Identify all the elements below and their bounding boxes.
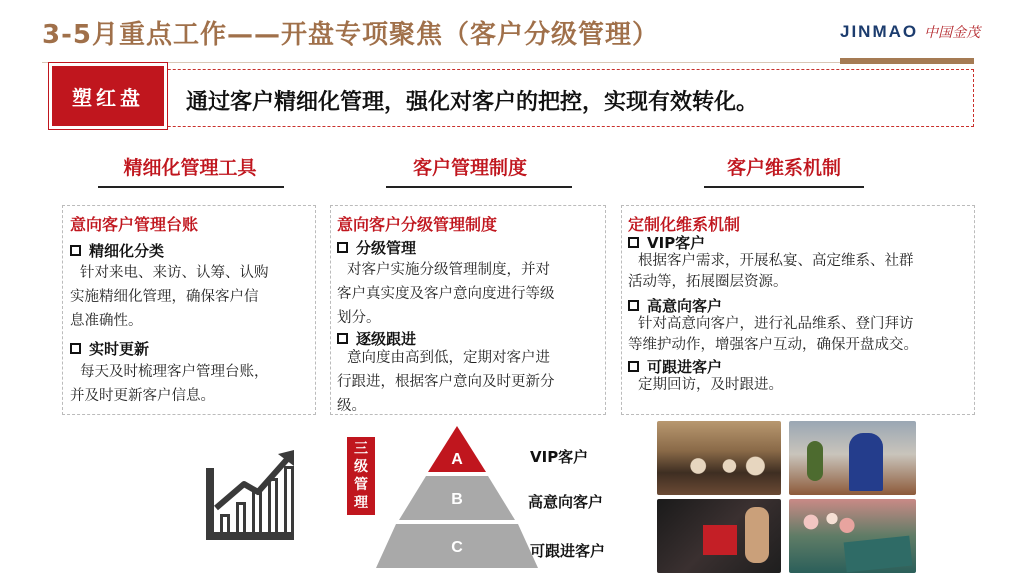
item-label: 可跟进客户 [647, 358, 723, 376]
desc-line: 等维护动作，增强客户互动，确保开盘成交。 [628, 337, 918, 353]
logo-text-cn: 中国金茂 [924, 25, 981, 41]
item-description [628, 251, 914, 293]
desc-line: 息准确性。 [70, 313, 143, 329]
pyramid-letter-c: C [451, 539, 463, 556]
item-heading [628, 295, 722, 316]
item-description [628, 314, 918, 356]
item-label: VIP客户 [647, 234, 706, 252]
item-description [70, 360, 269, 408]
logo [840, 22, 980, 42]
column-heading-tools: 精细化管理工具 [123, 157, 257, 179]
desc-line: 实施精细化管理，确保客户信 [70, 289, 259, 305]
desc-line: 行跟进，根据客户意向及时更新分 [337, 374, 555, 390]
item-description [337, 346, 555, 418]
pyramid-label-b: 高意向客户 [528, 493, 604, 511]
card-title: 意向客户分级管理制度 [337, 215, 498, 234]
card-title: 意向客户管理台账 [70, 215, 199, 234]
desc-line: 根据客户需求，开展私宴、高定维系、社群 [638, 253, 914, 269]
checkbox-square-icon [70, 343, 81, 354]
growth-chart-icon [198, 450, 302, 550]
photo-gift-delivery [657, 499, 781, 573]
column-heading-underline [98, 186, 284, 188]
item-label: 分级管理 [356, 239, 417, 257]
desc-line: 定期回访，及时跟进。 [638, 377, 783, 393]
column-heading-system: 客户管理制度 [412, 157, 527, 179]
item-description [628, 375, 783, 396]
pyramid-letter-a: A [451, 451, 463, 468]
desc-line: 划分。 [337, 310, 381, 326]
photo-flower-gift [789, 499, 916, 573]
item-heading [70, 338, 149, 359]
item-heading [70, 240, 164, 261]
desc-line: 级。 [337, 398, 366, 414]
checkbox-square-icon [628, 300, 639, 311]
photo-client-service [789, 421, 916, 495]
column-heading-underline [704, 186, 864, 188]
item-label: 逐级跟进 [356, 330, 417, 348]
item-label: 高意向客户 [647, 297, 723, 315]
banner-text: 通过客户精细化管理，强化对客户的把控，实现有效转化。 [186, 90, 759, 115]
desc-line: 针对来电、来访、认筹、认购 [80, 265, 269, 281]
item-description [70, 261, 269, 333]
desc-line: 每天及时梳理客户管理台账， [80, 364, 269, 380]
item-heading [628, 356, 722, 377]
desc-line: 对客户实施分级管理制度，并对 [347, 262, 550, 278]
pyramid-letter-b: B [451, 491, 463, 508]
checkbox-square-icon [70, 245, 81, 256]
photo-vip-banquet [657, 421, 781, 495]
three-level-badge: 三 级 管 理 [347, 437, 375, 515]
item-heading [337, 237, 416, 258]
page-title: 3-5月重点工作——开盘专项聚焦（客户分级管理） [42, 20, 659, 50]
logo-text-en: JINMAO [840, 22, 919, 41]
desc-line: 活动等，拓展圈层资源。 [628, 274, 788, 290]
card-title: 定制化维系机制 [628, 215, 741, 234]
column-heading-underline [386, 186, 572, 188]
item-heading [628, 232, 705, 253]
desc-line: 并及时更新客户信息。 [70, 388, 215, 404]
banner-tag: 塑红盘 [52, 66, 164, 126]
checkbox-square-icon [337, 333, 348, 344]
checkbox-square-icon [337, 242, 348, 253]
item-description [337, 258, 555, 330]
checkbox-square-icon [628, 361, 639, 372]
pyramid-diagram [376, 426, 538, 570]
item-label: 实时更新 [89, 340, 150, 358]
column-heading-mechanism: 客户维系机制 [726, 157, 841, 179]
checkbox-square-icon [628, 237, 639, 248]
desc-line: 客户真实度及客户意向度进行等级 [337, 286, 555, 302]
title-divider [42, 62, 842, 63]
pyramid-label-a: VIP客户 [530, 448, 589, 466]
item-label: 精细化分类 [89, 242, 165, 260]
pyramid-label-c: 可跟进客户 [530, 542, 606, 560]
desc-line: 针对高意向客户，进行礼品维系、登门拜访 [638, 316, 914, 332]
logo-underline-bar [840, 58, 974, 64]
desc-line: 意向度由高到低，定期对客户进 [347, 350, 550, 366]
